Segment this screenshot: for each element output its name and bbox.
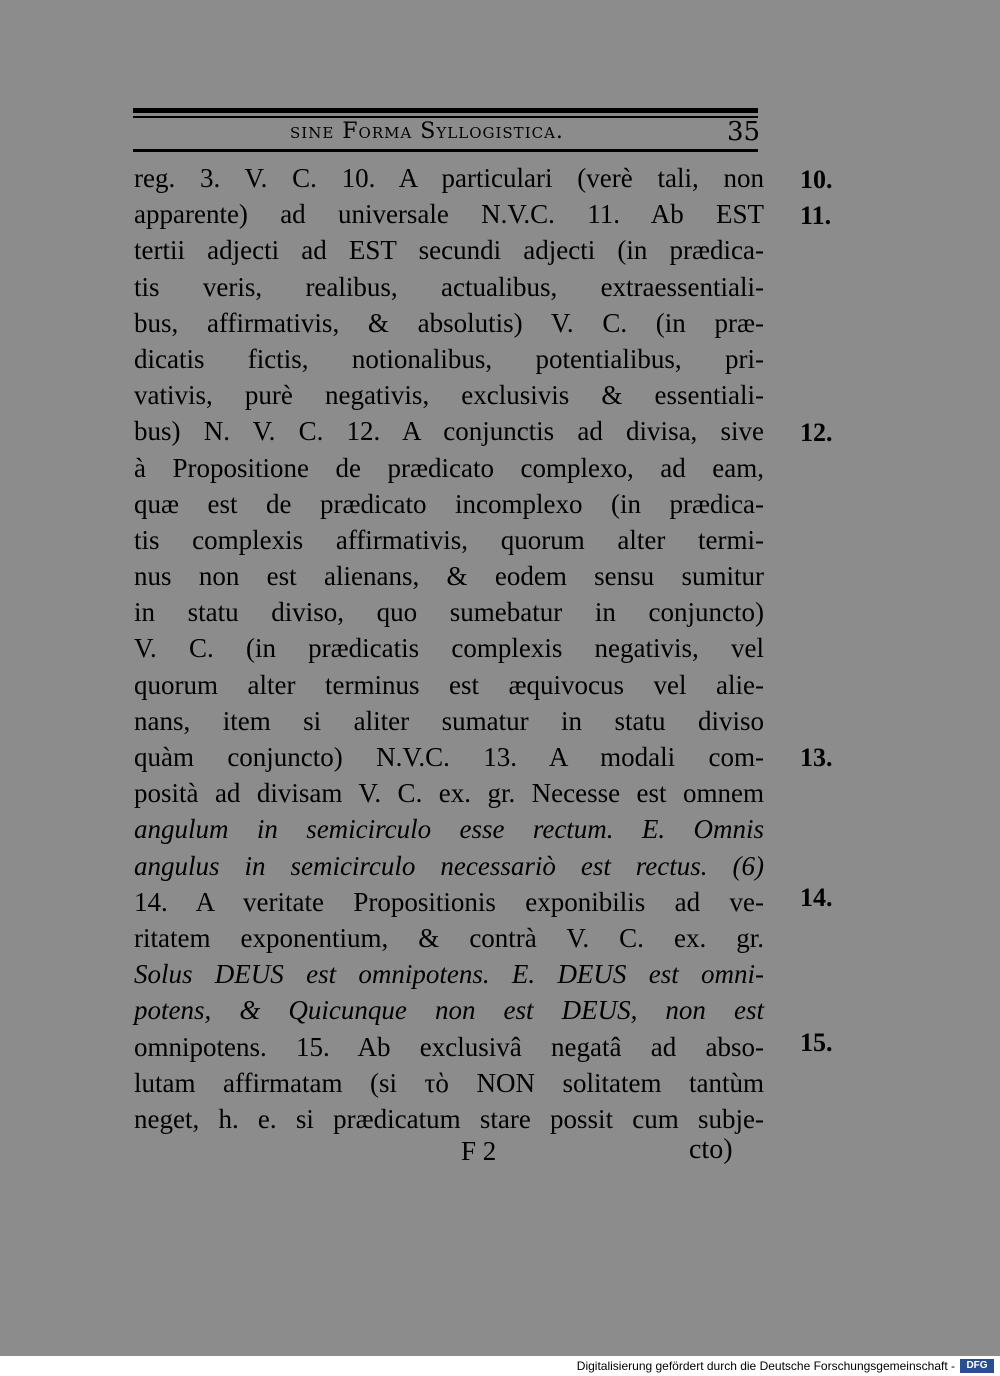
text-line: nans, item si aliter sumatur in statu diviso bbox=[134, 705, 764, 736]
text-line: vativis, purè negativis, exclusivis & essentiali- bbox=[134, 380, 764, 411]
text-line: 14. A veritate Propositionis exponibilis ad ve- bbox=[134, 886, 764, 917]
text-line: dicatis fictis, notionalibus, potentialibus, pri- bbox=[134, 343, 764, 374]
digitization-note: Digitalisierung gefördert durch die Deutsche Forschungsgemeinschaft - bbox=[576, 1359, 955, 1373]
text-line: tis veris, realibus, actualibus, extraessentiali- bbox=[134, 271, 764, 302]
text-line: tertii adjecti ad EST secundi adjecti (in prædica- bbox=[134, 235, 764, 266]
text-line: omnipotens. 15. Ab exclusivâ negatâ ad abso- bbox=[134, 1031, 764, 1062]
text-line: Solus DEUS est omnipotens. E. DEUS est omni- bbox=[134, 959, 764, 990]
text-line: quorum alter terminus est æquivocus vel alie- bbox=[134, 669, 764, 700]
text-line: angulus in semicirculo necessariò est rectus. (6) bbox=[134, 850, 764, 881]
text-line: in statu diviso, quo sumebatur in conjuncto) bbox=[134, 597, 764, 628]
text-line: quæ est de prædicato incomplexo (in prædica- bbox=[134, 488, 764, 519]
dfg-logo: DFG bbox=[960, 1359, 994, 1373]
text-line: reg. 3. V. C. 10. A particulari (verè tali, non bbox=[134, 163, 764, 193]
text-line: tis complexis affirmativis, quorum alter termi- bbox=[134, 524, 764, 555]
catchword: cto) bbox=[689, 1134, 733, 1165]
margin-number: 13. bbox=[800, 743, 833, 772]
text-line: bus, affirmativis, & absolutis) V. C. (in præ- bbox=[134, 307, 764, 338]
margin-number: 15. bbox=[800, 1028, 833, 1057]
text-line: posità ad divisam V. C. ex. gr. Necesse est omnem bbox=[134, 778, 764, 809]
header-rule-bottom bbox=[133, 149, 758, 152]
body-text bbox=[134, 160, 764, 1137]
text-line: à Propositione de prædicato complexo, ad eam, bbox=[134, 452, 764, 483]
margin-number: 11. bbox=[800, 201, 832, 230]
text-line: neget, h. e. si prædicatum stare possit cum subje- bbox=[134, 1103, 764, 1134]
text-line: bus) N. V. C. 12. A conjunctis ad divisa, sive bbox=[134, 416, 764, 447]
margin-number: 10. bbox=[800, 165, 833, 194]
text-line: apparente) ad universale N.V.C. 11. Ab EST bbox=[134, 199, 764, 230]
digitization-footer bbox=[0, 1356, 1000, 1376]
text-line: potens, & Quicunque non est DEUS, non est bbox=[134, 995, 764, 1026]
page-number: 35 bbox=[727, 117, 761, 147]
signature-mark: F 2 bbox=[461, 1136, 497, 1166]
margin-number: 14. bbox=[800, 883, 833, 912]
text-line: angulum in semicirculo esse rectum. E. Omnis bbox=[134, 814, 764, 845]
text-line: ritatem exponentium, & contrà V. C. ex. gr. bbox=[134, 922, 764, 953]
text-line: lutam affirmatam (si τὸ NON solitatem tantùm bbox=[134, 1067, 764, 1098]
header-rule-thin bbox=[133, 116, 758, 118]
header-rule-thick bbox=[133, 108, 758, 113]
margin-number: 12. bbox=[800, 418, 833, 447]
text-line: quàm conjuncto) N.V.C. 13. A modali com- bbox=[134, 742, 764, 772]
running-head: sine Forma Syllogistica. bbox=[290, 119, 564, 144]
text-line: V. C. (in prædicatis complexis negativis, vel bbox=[134, 633, 764, 664]
text-line: nus non est alienans, & eodem sensu sumitur bbox=[134, 561, 764, 592]
